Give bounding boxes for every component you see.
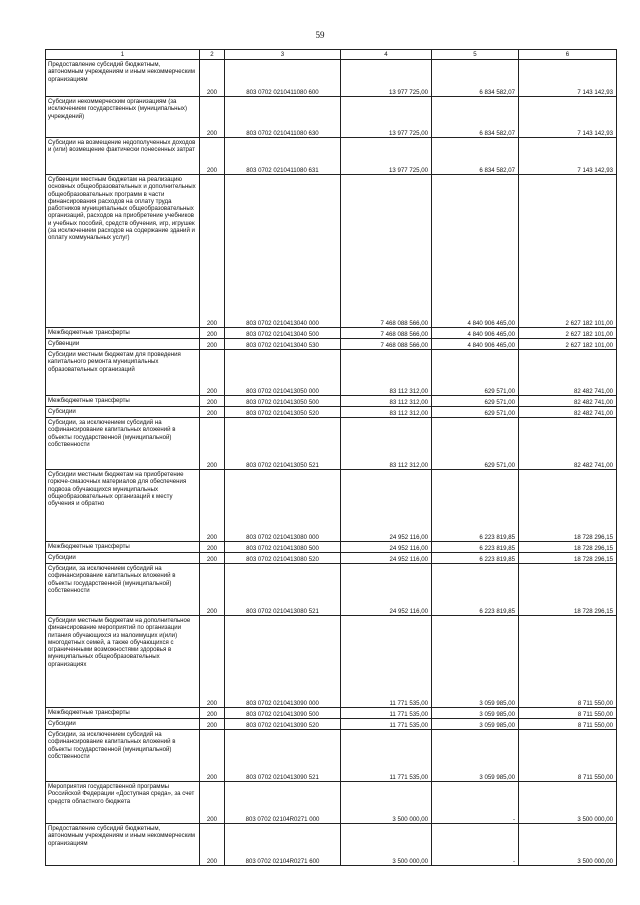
page-number: 59 — [315, 30, 325, 40]
row-col6-value: 18 728 296,15 — [519, 553, 617, 564]
row-col5-value: 3 059 985,00 — [432, 616, 519, 708]
row-col6-value: 8 711 550,00 — [519, 719, 617, 730]
row-name: Мероприятия государственной программы Российской Федерации «Доступная среда», за счет средств областного бюджета — [46, 782, 200, 824]
table-row — [46, 824, 617, 866]
row-col6-value: 82 482 741,00 — [519, 396, 617, 407]
header-col-6: 6 — [519, 50, 617, 60]
row-name: Субсидии — [46, 719, 200, 730]
row-name: Субвенции — [46, 339, 200, 350]
row-classification: 803 0702 0210413090 521 — [225, 730, 341, 782]
row-name: Субвенции местным бюджетам на реализацию основных общеобразовательных и дополнительных общеобразовательных программ в части финансирования расходов на оплату труда работников муниципальных общеобразовательных организаций, расходов на приобретение учебников и учебных пособий, средств обучения, игр, игрушек (за исключением расходов на содержание зданий и оплату коммунальных услуг) — [46, 175, 200, 328]
row-col4-value: 83 112 312,00 — [341, 350, 432, 396]
row-col6-value: 18 728 296,15 — [519, 542, 617, 553]
row-code: 200 — [200, 175, 225, 328]
row-col4-value: 7 468 088 566,00 — [341, 328, 432, 339]
row-name: Субсидии местным бюджетам на дополнительное финансирование мероприятий по организации питания обучающихся из малоимущих и(или) многодетных семей, а также обучающихся с ограниченными возможностями здоровья в муниципальных общеобразовательных организациях — [46, 616, 200, 708]
header-col-3: 3 — [225, 50, 341, 60]
row-col5-value: 6 834 582,07 — [432, 138, 519, 175]
row-col4-value: 11 771 535,00 — [341, 719, 432, 730]
table-row — [46, 350, 617, 396]
row-name: Предоставление субсидий бюджетным, автономным учреждениям и иным некоммерческим организациям — [46, 60, 200, 97]
row-col5-value: 6 223 819,85 — [432, 470, 519, 542]
row-classification: 803 0702 0210413050 520 — [225, 407, 341, 418]
row-code: 200 — [200, 708, 225, 719]
row-classification: 803 0702 02104R0271 000 — [225, 782, 341, 824]
row-col4-value: 13 977 725,00 — [341, 60, 432, 97]
header-col-4: 4 — [341, 50, 432, 60]
row-name: Межбюджетные трансферты — [46, 396, 200, 407]
row-col5-value: 629 571,00 — [432, 350, 519, 396]
row-col6-value: 18 728 296,15 — [519, 470, 617, 542]
row-col5-value: 4 840 906 465,00 — [432, 328, 519, 339]
row-col5-value: 6 223 819,85 — [432, 542, 519, 553]
row-col5-value: 6 834 582,07 — [432, 60, 519, 97]
row-classification: 803 0702 0210413080 520 — [225, 553, 341, 564]
table-row — [46, 564, 617, 616]
row-col5-value: 6 223 819,85 — [432, 553, 519, 564]
row-col4-value: 3 500 000,00 — [341, 782, 432, 824]
row-name: Субсидии на возмещение недополученных доходов и (или) возмещение фактически понесенных затрат — [46, 138, 200, 175]
row-col5-value: 629 571,00 — [432, 396, 519, 407]
row-col4-value: 11 771 535,00 — [341, 616, 432, 708]
table-row — [46, 418, 617, 470]
row-code: 200 — [200, 60, 225, 97]
row-col5-value: 6 834 582,07 — [432, 97, 519, 138]
table-row — [46, 730, 617, 782]
row-name: Межбюджетные трансферты — [46, 542, 200, 553]
row-col6-value: 7 143 142,93 — [519, 60, 617, 97]
row-col6-value: 82 482 741,00 — [519, 350, 617, 396]
row-code: 200 — [200, 418, 225, 470]
row-col5-value: - — [432, 824, 519, 866]
row-name: Субсидии — [46, 553, 200, 564]
table-row — [46, 60, 617, 97]
row-classification: 803 0702 0210411080 630 — [225, 97, 341, 138]
row-name: Субсидии — [46, 407, 200, 418]
header-col-1: 1 — [46, 50, 200, 60]
row-name: Межбюджетные трансферты — [46, 708, 200, 719]
row-name: Субсидии, за исключением субсидий на софинансирование капитальных вложений в объекты государственной (муниципальной) собственности — [46, 730, 200, 782]
row-code: 200 — [200, 542, 225, 553]
row-code: 200 — [200, 396, 225, 407]
row-classification: 803 0702 0210413080 000 — [225, 470, 341, 542]
row-name: Субсидии, за исключением субсидий на софинансирование капитальных вложений в объекты государственной (муниципальной) собственности — [46, 564, 200, 616]
row-col4-value: 83 112 312,00 — [341, 407, 432, 418]
table-row — [46, 708, 617, 719]
header-row — [46, 50, 617, 60]
row-code: 200 — [200, 730, 225, 782]
row-code: 200 — [200, 350, 225, 396]
row-name: Субсидии местным бюджетам для проведения капитального ремонта муниципальных образовательных организаций — [46, 350, 200, 396]
table-row — [46, 719, 617, 730]
table-row — [46, 328, 617, 339]
row-col4-value: 7 468 088 566,00 — [341, 339, 432, 350]
table-row — [46, 175, 617, 328]
row-col5-value: 6 223 819,85 — [432, 564, 519, 616]
row-col6-value: 3 500 000,00 — [519, 824, 617, 866]
row-col6-value: 8 711 550,00 — [519, 708, 617, 719]
row-name: Межбюджетные трансферты — [46, 328, 200, 339]
row-col5-value: 4 840 906 465,00 — [432, 339, 519, 350]
row-col6-value: 82 482 741,00 — [519, 418, 617, 470]
row-col6-value: 2 627 182 101,00 — [519, 175, 617, 328]
row-col4-value: 24 952 116,00 — [341, 470, 432, 542]
table-row — [46, 616, 617, 708]
table-row — [46, 542, 617, 553]
row-name: Субсидии, за исключением субсидий на софинансирование капитальных вложений в объекты государственной (муниципальной) собственности — [46, 418, 200, 470]
row-col4-value: 7 468 088 566,00 — [341, 175, 432, 328]
row-col6-value: 2 627 182 101,00 — [519, 339, 617, 350]
row-classification: 803 0702 0210413080 521 — [225, 564, 341, 616]
row-classification: 803 0702 0210413090 500 — [225, 708, 341, 719]
row-classification: 803 0702 0210413040 500 — [225, 328, 341, 339]
row-classification: 803 0702 0210413040 530 — [225, 339, 341, 350]
row-col6-value: 82 482 741,00 — [519, 407, 617, 418]
row-classification: 803 0702 02104R0271 600 — [225, 824, 341, 866]
table-row — [46, 782, 617, 824]
row-name: Субсидии некоммерческим организациям (за исключением государственных (муниципальных) учреждений) — [46, 97, 200, 138]
table-row — [46, 396, 617, 407]
table-row — [46, 97, 617, 138]
table-row — [46, 470, 617, 542]
row-col5-value: 3 059 985,00 — [432, 719, 519, 730]
row-name: Субсидии местным бюджетам на приобретение горюче-смазочных материалов для обеспечения подвоза обучающихся муниципальных общеобразовательных организаций к месту обучения и обратно — [46, 470, 200, 542]
table-row — [46, 138, 617, 175]
row-col4-value: 3 500 000,00 — [341, 824, 432, 866]
row-col4-value: 13 977 725,00 — [341, 138, 432, 175]
row-col6-value: 7 143 142,93 — [519, 138, 617, 175]
row-name: Предоставление субсидий бюджетным, автономным учреждениям и иным некоммерческим организациям — [46, 824, 200, 866]
row-col4-value: 24 952 116,00 — [341, 564, 432, 616]
row-classification: 803 0702 0210413050 000 — [225, 350, 341, 396]
row-col6-value: 7 143 142,93 — [519, 97, 617, 138]
row-code: 200 — [200, 824, 225, 866]
row-code: 200 — [200, 339, 225, 350]
row-col5-value: 629 571,00 — [432, 407, 519, 418]
row-classification: 803 0702 0210413090 000 — [225, 616, 341, 708]
row-col4-value: 13 977 725,00 — [341, 97, 432, 138]
row-classification: 803 0702 0210413090 520 — [225, 719, 341, 730]
row-code: 200 — [200, 97, 225, 138]
budget-table — [45, 49, 617, 866]
row-col6-value: 8 711 550,00 — [519, 730, 617, 782]
row-code: 200 — [200, 328, 225, 339]
row-code: 200 — [200, 470, 225, 542]
row-classification: 803 0702 0210413050 521 — [225, 418, 341, 470]
header-col-5: 5 — [432, 50, 519, 60]
row-col5-value: 4 840 906 465,00 — [432, 175, 519, 328]
row-col5-value: 3 059 985,00 — [432, 708, 519, 719]
table-row — [46, 407, 617, 418]
row-col5-value: 3 059 985,00 — [432, 730, 519, 782]
row-code: 200 — [200, 138, 225, 175]
table-row — [46, 553, 617, 564]
row-code: 200 — [200, 782, 225, 824]
row-code: 200 — [200, 719, 225, 730]
row-classification: 803 0702 0210413040 000 — [225, 175, 341, 328]
row-col6-value: 8 711 550,00 — [519, 616, 617, 708]
row-col6-value: 18 728 296,15 — [519, 564, 617, 616]
row-code: 200 — [200, 616, 225, 708]
row-code: 200 — [200, 553, 225, 564]
row-col4-value: 83 112 312,00 — [341, 418, 432, 470]
row-classification: 803 0702 0210411080 631 — [225, 138, 341, 175]
row-col4-value: 24 952 116,00 — [341, 542, 432, 553]
row-col5-value: 629 571,00 — [432, 418, 519, 470]
row-col6-value: 2 627 182 101,00 — [519, 328, 617, 339]
row-col4-value: 83 112 312,00 — [341, 396, 432, 407]
row-col4-value: 11 771 535,00 — [341, 730, 432, 782]
row-col5-value: - — [432, 782, 519, 824]
row-classification: 803 0702 0210413080 500 — [225, 542, 341, 553]
row-col6-value: 3 500 000,00 — [519, 782, 617, 824]
row-classification: 803 0702 0210413050 500 — [225, 396, 341, 407]
row-classification: 803 0702 0210411080 600 — [225, 60, 341, 97]
row-col4-value: 11 771 535,00 — [341, 708, 432, 719]
header-col-2: 2 — [200, 50, 225, 60]
table-row — [46, 339, 617, 350]
row-code: 200 — [200, 407, 225, 418]
row-code: 200 — [200, 564, 225, 616]
row-col4-value: 24 952 116,00 — [341, 553, 432, 564]
